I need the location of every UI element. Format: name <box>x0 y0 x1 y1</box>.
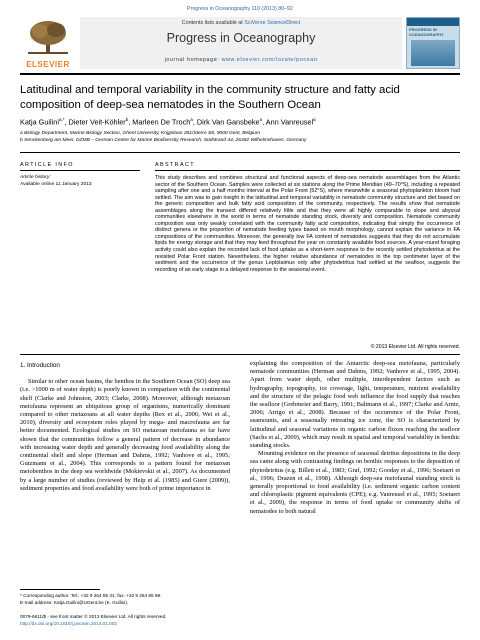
tree-icon <box>26 19 70 55</box>
abstract-text: This study describes and combines structural and functional aspects of deep-sea nematode assemblages from the Atlantic sector of the Southern Ocean. Samples were collected at six stations along the Prime Meridian (49–70°S), including a repeated sampling after one and a half months interval at the Polar Front (52°S), where meanwhile a seasonal phytoplankton bloom had settled. The aim was to gain insight in the latitudinal and temporal variability in nematode community structure and diet based on the generic composition and bulk fatty acid composition of the community, respectively. The results show that nematode assemblages along the transect differed relatively little and that they were all highly comparable to slope and abyssal communities elsewhere in the world in terms of nematode standing stock, diversity and composition. Nematode community composition was only weakly correlated with the community fatty acid composition, indicating that simply the occurrence of distinct genera or the proportion of nematode feeding types based on mouth morphology, cannot explain the variance in FA compositions of the communities. Moreover, the generally low FA content of nematodes suggests that they do not accumulate lipids for energy storage and that they may feed throughout the year on constantly available food sources. A year-round foraging activity could also explain the recorded lack of food uptake as a short-term response to the recently settled phytodetritus at the revisited Polar Front station. Nevertheless, the higher relative abundance of nematodes in the top centimeter layer of the sediment and the occurrence of the genus Leptolaimus only after phytodetritus had settled at the seafloor, suggests the recording of an early stage in a delayed response to the seasonal event. <box>155 175 460 273</box>
email-footnote[interactable]: E-mail address: Katja.Guilini@UGent.be (K. Guilini). <box>20 600 129 605</box>
abstract-rule <box>155 170 460 171</box>
journal-cover-thumbnail[interactable] <box>406 17 460 69</box>
abstract-copyright: © 2013 Elsevier Ltd. All rights reserved. <box>370 344 460 350</box>
author-list: Katja Guilini$^{a,*}$, Dieter Veit-Köhler$^b$, Marleen De Troch$^a$, Dirk Van Gansbeke$^a$, Ann Vanreusel$^a$ <box>20 117 316 127</box>
author-superscript: a,* <box>58 117 65 122</box>
body-paragraph: explaining the composition of the Antarctic deep-sea meiofauna, particularly nematode communities (Herman and Dahms, 1992; Vanhove et al., 1995, 2004). Apart from water depth, other multiple, interdependent factors such as hydrography, topography, ice coverage, light, temperature, nutrient availability and the structure of the pelagic food web influence the food supply that reaches the seafloor (Grebmeier and Barry, 1991; Baltmann et al., 1997; Clarke and Arntz, 2006; Arrigo et al., 2008). Because of the occurrence of the Polar Front, seamounts, and a seasonally retreating ice zone, the SO is characterized by latitudinal and seasonal variations in organic carbon fluxes reaching the seafloor (Sachs et al., 2009), which may result in spatial and temporal variability in benthic standing stocks. <box>250 360 460 450</box>
article-history-date: Available online 11 January 2013 <box>20 182 92 187</box>
body-column-left <box>20 362 230 493</box>
author-superscript: a <box>313 117 316 122</box>
article-title: Latitudinal and temporal variability in the community structure and fatty acid composition of deep-sea nematodes in the Southern Ocean <box>20 84 400 111</box>
contents-line <box>80 20 402 26</box>
url-prefix: journal homepage: <box>164 57 222 63</box>
elsevier-logo[interactable] <box>20 17 76 69</box>
article-history-label: Article history: <box>20 175 51 180</box>
abstract-heading: ABSTRACT <box>155 162 195 168</box>
author-superscript: a <box>259 117 263 122</box>
body-paragraph: Mounting evidence on the presence of seasonal detritus depositions in the deep sea came along with contrasting findings on benthic responses to the deposition of phytodetritus (e.g. Billett et al., 1983; Graf, 1992; Gooday et al., 1996; Soetaert et al., 1996; Drazen et al., 1998). Although deep-sea meiofaunal standing stock is generally proportional to food availability (i.e. sediment organic carbon content and chloroplastic pigment equivalents (CPE); e.g. Vanreusel et al., 1995; Soetaert et al., 2009), the response in terms of food uptake or community shifts of nematodes to both natural <box>250 450 460 515</box>
cover-title: PROGRESS IN OCEANOGRAPHY <box>409 27 444 37</box>
corresponding-author-footnote: * Corresponding author. Tel.: +32 9 264 85 31; fax: +32 9 264 85 98. <box>20 593 162 598</box>
affiliation-rule <box>20 152 460 153</box>
author-name[interactable]: Marleen De Troch <box>132 117 191 127</box>
cover-image <box>411 40 455 66</box>
affiliation-a: a Biology Department, Marine Biology Section, Ghent University, Krijgslaan 281/Sterre S8, 9000 Gent, Belgium <box>20 131 260 136</box>
author-name[interactable]: Ann Vanreusel <box>265 117 314 127</box>
contents-prefix: Contents lists available at <box>181 20 245 26</box>
header-rule <box>20 73 460 75</box>
article-info-rule <box>20 170 140 171</box>
author-superscript: a <box>190 117 193 122</box>
journal-banner <box>20 17 460 69</box>
journal-info-box <box>80 17 402 69</box>
publisher-wordmark: ELSEVIER <box>26 60 70 69</box>
footnote-rule <box>20 589 100 590</box>
journal-title[interactable]: Progress in Oceanography <box>166 31 316 45</box>
journal-homepage-link[interactable]: www.elsevier.com/locate/pocean <box>221 57 318 63</box>
citation-line[interactable]: Progress in Oceanography 110 (2013) 80–92 <box>187 6 293 12</box>
author-superscript: b <box>125 117 129 122</box>
author-name[interactable]: Katja Guilini <box>20 117 59 127</box>
author-name[interactable]: Dirk Van Gansbeke <box>196 117 260 127</box>
author-name[interactable]: Dieter Veit-Köhler <box>68 117 126 127</box>
doi-link[interactable]: http://dx.doi.org/10.1016/j.pocean.2013.01.002 <box>20 621 117 626</box>
issn-line: 0079-6611/$ - see front matter © 2013 Elsevier Ltd. All rights reserved. <box>20 614 167 619</box>
body-paragraph: Similar to other ocean basins, the benthos in the Southern Ocean (SO) deep sea (i.e. >1000 m of water depth) is poorly known in comparison with the continental shelf (Clarke and Johnston, 2003; Clarke, 2008). Moreover, although metazoan meiofauna represent an ubiquitous group of organisms, numerically dominant compared to other metazoans at all water depths (Rex et al., 2006; Wei et al., 2010), diversity and ecosystem roles played by mega- and macrofauna are far better documented. Ecological studies on SO metazoan meiofauna so far have shown that the communities follow a general pattern of decrease in abundance with increasing water depth and generally decreasing food availability along the continental shelf and slope (Herman and Dahms, 1992; Vanhove et al., 1995; Gutzmann et al., 2004). This corresponds to a pattern found for metazoan meiobenthos in the deep sea worldwide (Mokievskii et al., 2007). As documented by a large number of studies (reviewed by Heip et al. (1985) and Giere (2009)), sediment properties and food availability were both of prime importance in <box>20 378 230 492</box>
section-heading-introduction: 1. Introduction <box>20 362 60 369</box>
cover-band <box>407 18 459 26</box>
affiliation-b: b Senckenberg am Meer, DZMB – German Centre for Marine Biodiversity Research, Südstrand 44, 26382 Wilhelmshaven, Germany <box>20 138 307 143</box>
journal-url-line <box>80 57 402 63</box>
abstract-end-rule <box>20 354 460 355</box>
article-info-heading: ARTICLE INFO <box>20 162 74 168</box>
body-column-right <box>250 360 460 516</box>
sciencedirect-link[interactable]: SciVerse ScienceDirect <box>244 20 301 26</box>
doi-line <box>20 621 117 626</box>
